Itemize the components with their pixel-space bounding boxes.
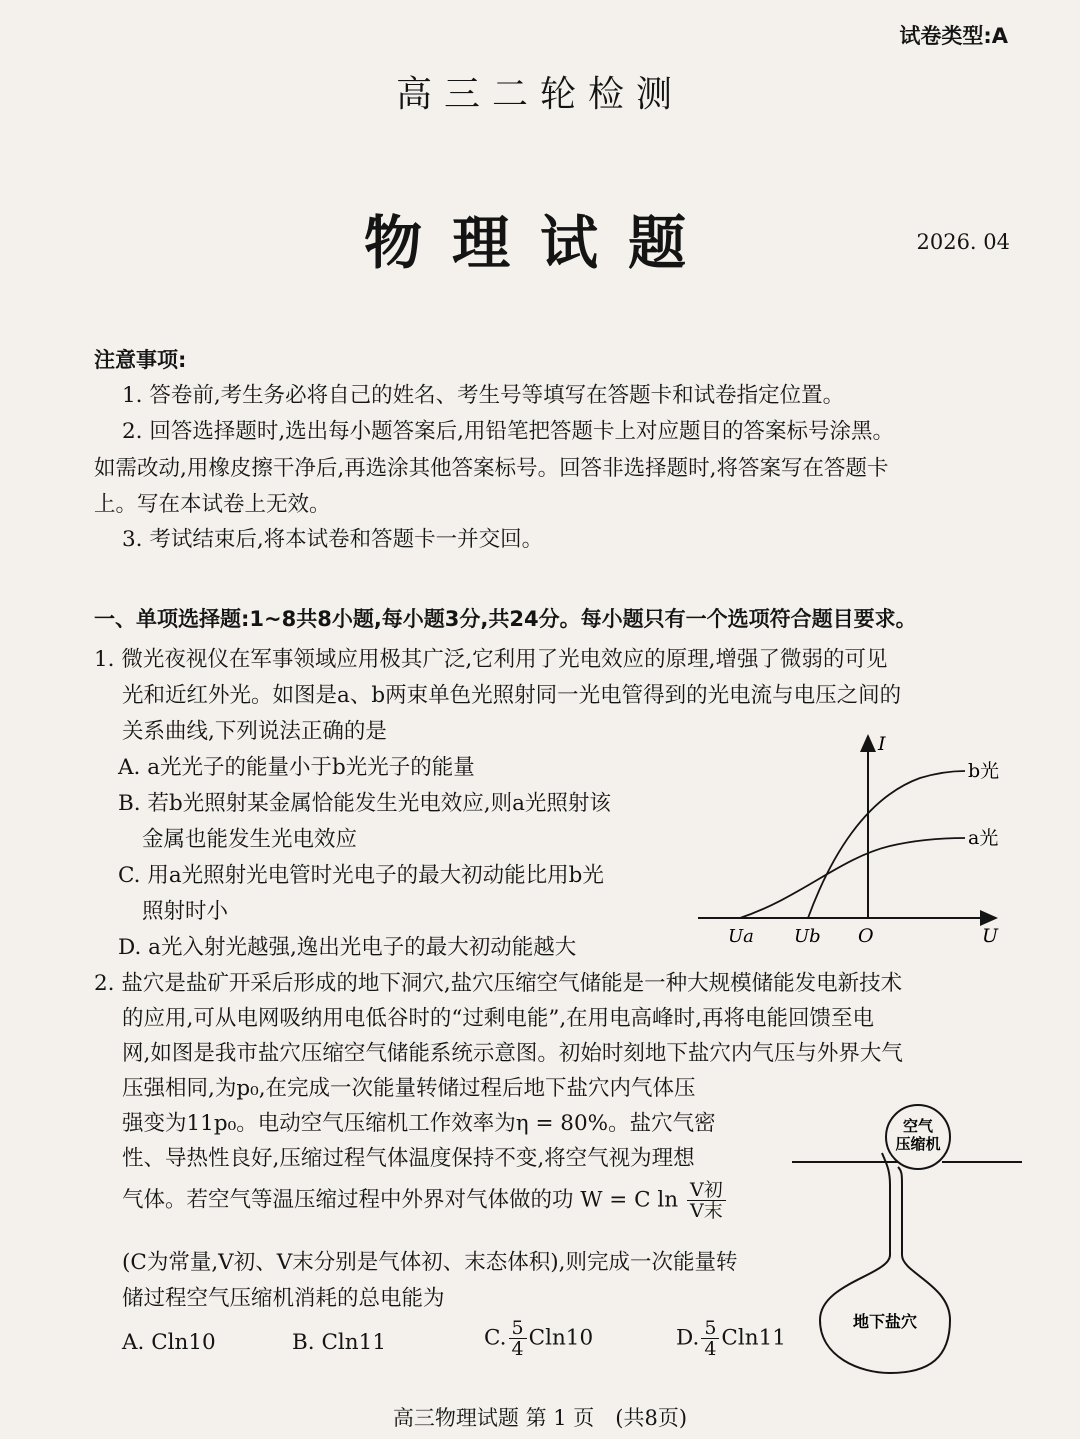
q1-stem-line-1: 1. 微光夜视仪在军事领域应用极其广泛,它利用了光电效应的原理,增强了微弱的可见 [94,647,888,672]
curve-b [808,771,965,918]
q2-option-c: C. $\frac{5}{4}$ Cln10 [484,1317,594,1360]
q2-stem-line-5: 强变为11p₀。电动空气压缩机工作效率为η = 80%。盐穴气密 [122,1111,716,1136]
notice-item-2-line-1: 2. 回答选择题时,选出每小题答案后,用铅笔把答题卡上对应题目的答案标号涂黑。 [122,419,895,444]
q1-option-b-line-1: B. 若b光照射某金属恰能发生光电效应,则a光照射该 [118,791,611,816]
q2-work-formula: 气体。若空气等温压缩过程中外界对气体做的功 W = C ln [122,1187,679,1213]
q2-stem-line-6: 性、导热性良好,压缩过程气体温度保持不变,将空气视为理想 [122,1146,695,1171]
q2-stem-line-8: (C为常量,V初、V末分别是气体初、末态体积),则完成一次能量转 [122,1250,738,1275]
compressor-label-line-2: 压缩机 [895,1135,941,1153]
salt-cavern-diagram [790,1095,1030,1380]
q2-stem-line-3: 网,如图是我市盐穴压缩空气储能系统示意图。初始时刻地下盐穴内气压与外界大气 [122,1041,903,1066]
cavern-outline [820,1153,950,1373]
q2-option-d: D. $\frac{5}{4}$ Cln11 [676,1317,786,1360]
curve-a [740,838,965,918]
q1-stem-line-3: 关系曲线,下列说法正确的是 [122,719,387,744]
notice-heading: 注意事项: [94,348,187,372]
fraction-five-fourths: $\frac{5}{4}$ [509,1318,527,1359]
q1-option-c-line-1: C. 用a光照射光电管时光电子的最大初动能比用b光 [118,863,604,888]
section-heading: 一、单项选择题:1~8共8小题,每小题3分,共24分。每小题只有一个选项符合题目要求。 [94,607,917,631]
q2-stem-line-2: 的应用,可从电网吸纳用电低谷时的“过剩电能”,在用电高峰时,再将电能回馈至电 [122,1006,874,1031]
x-axis-label: U [982,925,999,947]
q2-stem-line-1: 2. 盐穴是盐矿开采后形成的地下洞穴,盐穴压缩空气储能是一种大规模储能发电新技术 [94,971,903,996]
ub-label: Ub [794,926,821,947]
notice-item-2-line-2: 如需改动,用橡皮擦干净后,再选涂其他答案标号。回答非选择题时,将答案写在答题卡 [94,456,889,481]
q1-option-b-line-2: 金属也能发生光电效应 [142,827,358,852]
compressor-label-line-1: 空气 [902,1117,934,1135]
exam-subtitle: 高三二轮检测 [395,74,684,115]
q2-stem-line-9: 储过程空气压缩机消耗的总电能为 [122,1286,445,1311]
cavern-label: 地下盐穴 [852,1312,918,1331]
q2-stem-line-7 [122,1180,728,1221]
q1-option-d: D. a光入射光越强,逸出光电子的最大初动能越大 [118,935,577,960]
page-footer: 高三物理试题 第 1 页 (共8页) [392,1406,688,1430]
curve-b-label: b光 [968,760,1000,782]
ua-label: Ua [728,926,754,947]
notice-item-1: 1. 答卷前,考生务必将自己的姓名、考生号等填写在答题卡和试卷指定位置。 [122,383,845,408]
q1-stem-line-2: 光和近红外光。如图是a、b两束单色光照射同一光电管得到的光电流与电压之间的 [122,683,902,708]
q1-option-c-line-2: 照射时小 [142,899,229,924]
q1-iu-graph [690,728,1010,958]
notice-item-3: 3. 考试结束后,将本试卷和答题卡一并交回。 [122,527,544,552]
q2-option-a: A. Cln10 [122,1330,216,1355]
fraction-five-fourths: $\frac{5}{4}$ [701,1318,719,1359]
notice-item-2-line-3: 上。写在本试卷上无效。 [94,492,331,517]
y-axis-label: I [878,733,886,755]
q2-option-b: B. Cln11 [292,1330,386,1355]
origin-label: O [858,925,874,947]
page-title: 物理试题 [363,209,716,277]
q1-option-a: A. a光光子的能量小于b光光子的能量 [118,755,475,780]
q2-stem-line-4: 压强相同,为p₀,在完成一次能量转储过程后地下盐穴内气体压 [122,1076,696,1101]
exam-date: 2026. 04 [916,230,1010,254]
curve-a-label: a光 [968,827,999,849]
paper-type-label: 试卷类型:A [899,24,1008,48]
volume-ratio-fraction: $\frac{\text{V初}}{\text{V末}}$ [687,1180,726,1221]
